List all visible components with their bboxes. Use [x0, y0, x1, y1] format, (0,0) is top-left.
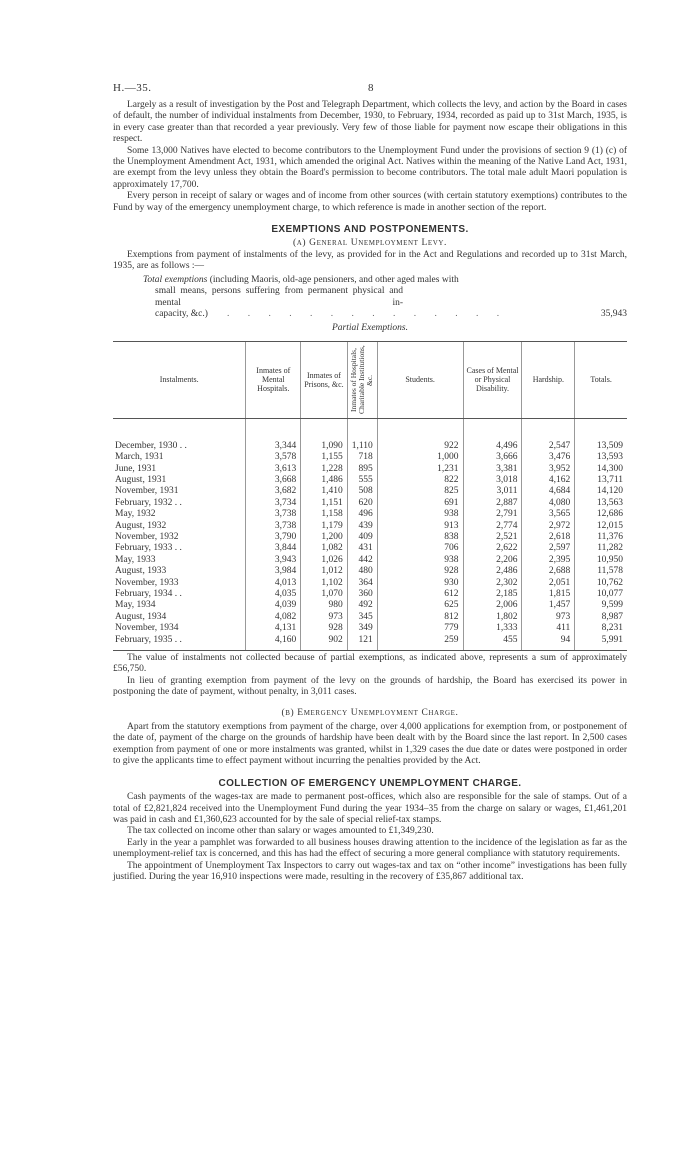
table-cell: 973 — [522, 612, 575, 623]
table-cell: 439 — [347, 521, 377, 532]
total-exemptions-value: 35,943 — [600, 308, 627, 319]
table-cell: 360 — [347, 589, 377, 600]
table-cell: 496 — [347, 509, 377, 520]
row-label-cell: May, 1934 — [115, 600, 156, 611]
row-label-cell: November, 1933 — [115, 577, 179, 588]
table-row — [113, 498, 627, 509]
exemptions-intro: Exemptions from payment of instalments of the levy, as provided for in the Act and Regulations and recorded up to 31st March, 1935, are as follows :— — [113, 249, 627, 272]
table-cell: 5,991 — [575, 635, 627, 651]
table-cell: 779 — [377, 623, 463, 634]
table-row — [113, 635, 627, 651]
charge-subheading: (b) Emergency Unemployment Charge. — [281, 707, 459, 718]
table-cell: 4,496 — [463, 418, 522, 452]
after-table-paragraph: The value of instalments not collected because of partial exemptions, as indicated above, represents a sum of approximately £56,750. — [113, 653, 627, 675]
table-cell: 94 — [522, 635, 575, 651]
levy-subheading: (a) General Unemployment Levy. — [292, 238, 448, 249]
intro-paragraph: Every person in receipt of salary or wages and of income from other sources (with certain statutory exemptions) contributes to the Fund by way of the emergency unemployment charge, to which reference is made in another section of the report. — [113, 191, 627, 213]
collection-paragraph: The appointment of Unemployment Tax Inspectors to carry out wages-tax and tax on “other income” investigations has been fully justified. During the year 16,910 inspections were made, resulting in the recovery of £35,867 additional tax. — [113, 860, 627, 882]
table-row — [113, 509, 627, 520]
table-row — [113, 521, 627, 532]
column-header: Totals. — [575, 341, 627, 418]
table-cell: 913 — [377, 521, 463, 532]
table-cell: 121 — [347, 635, 377, 651]
column-header-vertical: Inmates of Hospitals, Charitable Institutions, &c. — [349, 345, 375, 415]
page-number: 8 — [368, 82, 374, 94]
row-label-cell: August, 1931 — [115, 474, 167, 485]
table-cell: 1,179 — [301, 521, 348, 532]
table-cell: 409 — [347, 532, 377, 543]
table-row — [113, 555, 627, 566]
table-cell: 625 — [377, 600, 463, 611]
table-cell: 3,476 — [522, 452, 575, 463]
table-cell: 706 — [377, 543, 463, 554]
table-cell: 345 — [347, 612, 377, 623]
intro-paragraph: Largely as a result of investigation by the Post and Telegraph Department, which collects the levy, and action by the Board in cases of default, the number of individual instalments from December, 1930, to February, 1934, recorded as paid up to 31st March, 1935, is in every case greater than that recorded a year previously. Very few of those liable for payment now escape their obligations in this respect. — [113, 100, 627, 145]
table-cell: 1,082 — [301, 543, 348, 554]
table-cell: 259 — [377, 635, 463, 651]
row-label-cell: August, 1933 — [115, 566, 167, 577]
table-cell: 11,376 — [575, 532, 627, 543]
table-cell: 2,051 — [522, 578, 575, 589]
table-row — [113, 464, 627, 475]
table-cell: 938 — [377, 509, 463, 520]
total-exemptions-text: capacity, &c.) — [155, 308, 208, 319]
table-cell: 10,077 — [575, 589, 627, 600]
table-cell: 508 — [347, 486, 377, 497]
total-exemptions-label: Total exemptions — [143, 274, 208, 285]
table-cell: 2,547 — [522, 418, 575, 452]
table-cell: 3,613 — [246, 464, 301, 475]
row-label-cell: August, 1934 — [115, 611, 167, 622]
table-cell: 12,686 — [575, 509, 627, 520]
table-cell: 14,120 — [575, 486, 627, 497]
table-cell: 2,006 — [463, 600, 522, 611]
table-cell: 2,887 — [463, 498, 522, 509]
column-header: Cases of Mental or Physical Disability. — [463, 341, 522, 418]
table-cell: 1,228 — [301, 464, 348, 475]
table-cell: 8,987 — [575, 612, 627, 623]
table-cell: 1,070 — [301, 589, 348, 600]
row-label-cell: November, 1931 — [115, 486, 179, 497]
table-row — [113, 578, 627, 589]
table-cell: 928 — [301, 623, 348, 634]
table-cell: 492 — [347, 600, 377, 611]
row-label-cell: November, 1934 — [115, 623, 179, 634]
table-cell: 2,206 — [463, 555, 522, 566]
table-cell: 2,618 — [522, 532, 575, 543]
charge-paragraph: Apart from the statutory exemptions from payment of the charge, over 4,000 applications for exemption from, or postponement of the date of, payment of the charge on the grounds of hardship have been dealt with by the Board since the last report. In 2,500 cases exemption from payment of one or more instalments was granted, whilst in 1,329 cases the due date or dates were postponed in order to give the applicants time to effect payment without incurring the penalties provided by the Act. — [113, 722, 627, 767]
table-row — [113, 612, 627, 623]
table-cell: 1,151 — [301, 498, 348, 509]
table-cell: 1,802 — [463, 612, 522, 623]
table-cell: 349 — [347, 623, 377, 634]
table-cell: 938 — [377, 555, 463, 566]
table-cell: 4,035 — [246, 589, 301, 600]
table-row — [113, 600, 627, 611]
collection-paragraph: Cash payments of the wages-tax are made to permanent post-offices, which also are responsible for the sale of stamps. Out of a total of £2,821,824 received into the Unemployment Fund during the year 1934–35 from the charge on salary or wages, £1,461,201 was paid in cash and £1,360,623 accounted for by the sale of special relief-tax stamps. — [113, 792, 627, 825]
row-label-cell: August, 1932 — [115, 520, 167, 531]
table-cell: 12,015 — [575, 521, 627, 532]
table-cell: 928 — [377, 566, 463, 577]
table-cell: 2,791 — [463, 509, 522, 520]
row-label-cell: May, 1932 — [115, 509, 156, 520]
table-cell: 1,333 — [463, 623, 522, 634]
table-cell: 822 — [377, 475, 463, 486]
table-cell: 825 — [377, 486, 463, 497]
table-cell: 4,131 — [246, 623, 301, 634]
table-cell: 13,711 — [575, 475, 627, 486]
table-cell: 11,282 — [575, 543, 627, 554]
total-exemptions-text: (including Maoris, old-age pensioners, and other aged males with — [207, 274, 459, 285]
table-cell: 2,395 — [522, 555, 575, 566]
table-cell: 2,597 — [522, 543, 575, 554]
table-cell: 1,012 — [301, 566, 348, 577]
table-cell: 3,381 — [463, 464, 522, 475]
table-cell: 973 — [301, 612, 348, 623]
table-cell: 930 — [377, 578, 463, 589]
column-header: Inmates of Mental Hospitals. — [246, 341, 301, 418]
table-cell: 4,039 — [246, 600, 301, 611]
table-cell: 2,622 — [463, 543, 522, 554]
table-cell: 1,200 — [301, 532, 348, 543]
table-cell: 1,090 — [301, 418, 348, 452]
table-cell: 442 — [347, 555, 377, 566]
table-cell: 4,684 — [522, 486, 575, 497]
table-row — [113, 532, 627, 543]
table-cell: 455 — [463, 635, 522, 651]
row-label-cell: March, 1931 — [115, 452, 164, 463]
table-cell: 555 — [347, 475, 377, 486]
table-cell: 13,563 — [575, 498, 627, 509]
table-cell: 3,844 — [246, 543, 301, 554]
table-cell: 2,185 — [463, 589, 522, 600]
table-cell: 9,599 — [575, 600, 627, 611]
table-cell: 1,102 — [301, 578, 348, 589]
table-cell: 612 — [377, 589, 463, 600]
table-cell: 3,344 — [246, 418, 301, 452]
table-cell: 4,160 — [246, 635, 301, 651]
table-row — [113, 452, 627, 463]
table-cell: 11,578 — [575, 566, 627, 577]
table-cell: 2,521 — [463, 532, 522, 543]
column-header: Students. — [377, 341, 463, 418]
table-cell: 2,302 — [463, 578, 522, 589]
column-header: Inmates of Prisons, &c. — [301, 341, 348, 418]
table-cell: 1,457 — [522, 600, 575, 611]
exemptions-heading: EXEMPTIONS AND POSTPONEMENTS. — [271, 224, 469, 236]
table-cell: 8,231 — [575, 623, 627, 634]
table-cell: 4,162 — [522, 475, 575, 486]
table-cell: 13,593 — [575, 452, 627, 463]
table-cell: 691 — [377, 498, 463, 509]
table-row — [113, 543, 627, 554]
table-row — [113, 566, 627, 577]
table-row — [113, 623, 627, 634]
table-cell: 411 — [522, 623, 575, 634]
table-row — [113, 418, 627, 452]
row-label-cell: December, 1930 . . — [115, 440, 187, 451]
after-table-paragraph: In lieu of granting exemption from payment of the levy on the grounds of hardship, the Board has exercised its power in postponing the date of payment, without penalty, in 3,011 cases. — [113, 675, 627, 698]
table-cell: 3,682 — [246, 486, 301, 497]
table-cell: 13,509 — [575, 418, 627, 452]
table-cell: 1,158 — [301, 509, 348, 520]
table-cell: 3,943 — [246, 555, 301, 566]
page-body — [113, 100, 627, 883]
table-cell: 3,011 — [463, 486, 522, 497]
table-cell: 838 — [377, 532, 463, 543]
total-exemptions — [113, 275, 627, 321]
intro-paragraph: Some 13,000 Natives have elected to become contributors to the Unemployment Fund under the provisions of section 9 (1) (c) of the Unemployment Amendment Act, 1931, which amended the original Act. Natives within the meaning of the Native Land Act, 1931, are exempt from the levy unless they obtain the Board's permission to become contributors. The total male adult Maori population is approximately 17,700. — [113, 145, 627, 190]
row-label-cell: June, 1931 — [115, 463, 157, 474]
table-cell: 4,080 — [522, 498, 575, 509]
table-cell: 3,018 — [463, 475, 522, 486]
row-label-cell: February, 1935 . . — [113, 635, 246, 651]
table-cell: 3,738 — [246, 521, 301, 532]
table-cell: 1,410 — [301, 486, 348, 497]
table-cell: 3,790 — [246, 532, 301, 543]
partial-exemptions-heading: Partial Exemptions. — [332, 323, 408, 334]
table-cell: 620 — [347, 498, 377, 509]
table-cell: 4,082 — [246, 612, 301, 623]
table-cell: 480 — [347, 566, 377, 577]
table-cell: 922 — [377, 418, 463, 452]
table-cell: 895 — [347, 464, 377, 475]
table-cell: 3,738 — [246, 509, 301, 520]
table-cell: 3,952 — [522, 464, 575, 475]
table-cell: 718 — [347, 452, 377, 463]
collection-paragraph: The tax collected on income other than salary or wages amounted to £1,349,230. — [127, 826, 434, 837]
row-label-cell: February, 1933 . . — [115, 543, 182, 554]
table-cell: 10,950 — [575, 555, 627, 566]
table-cell: 1,815 — [522, 589, 575, 600]
collection-heading: COLLECTION OF EMERGENCY UNEMPLOYMENT CHARGE. — [218, 777, 522, 789]
leader-dots: . . . . . . . . . . . . . . — [226, 308, 508, 319]
collection-paragraph: Early in the year a pamphlet was forwarded to all business houses drawing attention to the incidence of the legislation as far as the unemployment-relief tax is concerned, and this has had the effect of securing a more general compliance with statutory requirements. — [113, 837, 627, 860]
table-cell: 980 — [301, 600, 348, 611]
table-cell: 10,762 — [575, 578, 627, 589]
table-row — [113, 475, 627, 486]
table-cell: 3,668 — [246, 475, 301, 486]
table-cell: 364 — [347, 578, 377, 589]
table-cell: 3,734 — [246, 498, 301, 509]
table-cell: 4,013 — [246, 578, 301, 589]
table-cell: 3,984 — [246, 566, 301, 577]
table-cell: 2,688 — [522, 566, 575, 577]
table-header-row — [113, 341, 627, 418]
total-exemptions-text: small means, persons suffering from permanent physical and mental in- — [155, 286, 403, 308]
table-cell: 2,972 — [522, 521, 575, 532]
table-cell: 1,026 — [301, 555, 348, 566]
table-cell: 1,486 — [301, 475, 348, 486]
table-cell: 431 — [347, 543, 377, 554]
table-cell: 1,155 — [301, 452, 348, 463]
table-cell: 3,666 — [463, 452, 522, 463]
column-header: Hardship. — [522, 341, 575, 418]
table-cell: 2,774 — [463, 521, 522, 532]
table-cell: 902 — [301, 635, 348, 651]
table-row — [113, 486, 627, 497]
table-cell: 1,000 — [377, 452, 463, 463]
table-cell: 3,565 — [522, 509, 575, 520]
table-cell: 2,486 — [463, 566, 522, 577]
table-row — [113, 589, 627, 600]
table-cell: 3,578 — [246, 452, 301, 463]
table-cell: 1,231 — [377, 464, 463, 475]
row-label-cell: February, 1932 . . — [115, 497, 182, 508]
table-cell: 1,110 — [347, 418, 377, 452]
column-header: Instalments. — [113, 341, 246, 418]
row-label-cell: May, 1933 — [115, 554, 156, 565]
column-header — [347, 341, 377, 418]
table-cell: 812 — [377, 612, 463, 623]
partial-exemptions-table — [113, 341, 627, 651]
table-cell: 14,300 — [575, 464, 627, 475]
document-reference: H.—35. — [113, 82, 152, 94]
page-header — [113, 83, 627, 95]
row-label-cell: November, 1932 — [115, 531, 179, 542]
row-label-cell: February, 1934 . . — [115, 589, 182, 599]
